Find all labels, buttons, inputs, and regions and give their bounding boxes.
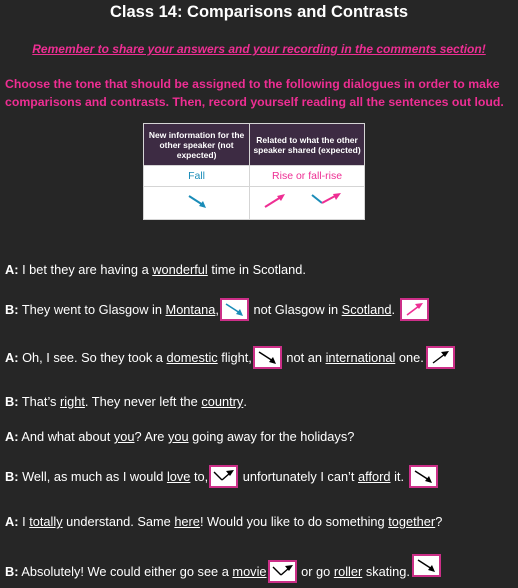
dialogue-line-8 — [5, 560, 442, 583]
stressed-word: Montana — [165, 302, 216, 317]
stressed-word: totally — [29, 514, 63, 529]
line-text: it. — [390, 469, 405, 484]
line-text: ? Are — [134, 429, 168, 444]
fall-arrow-icon — [411, 467, 436, 486]
speaker-label: A: — [5, 262, 19, 277]
tone-answer-box[interactable] — [253, 346, 282, 369]
line-text: . — [391, 302, 396, 317]
intonation-reference-table — [143, 123, 365, 220]
instructions-text: Choose the tone that should be assigned to the following dialogues in order to make comparisons and contrasts. Then, record yourself reading all the sentences out loud. — [5, 77, 504, 109]
fall-rise-arrow-icon — [211, 467, 236, 486]
line-text: one. — [395, 350, 424, 365]
line-text: time in Scotland. — [207, 262, 306, 277]
fall-arrow-icon — [182, 191, 212, 211]
line-text: I bet they are having a — [18, 262, 153, 277]
line-text: , — [215, 302, 219, 317]
speaker-label: B: — [5, 394, 19, 409]
header-new-information: New information for the other speaker (not expected) — [144, 124, 250, 166]
dialogue-line-2 — [5, 298, 430, 321]
stressed-word: together — [388, 514, 436, 529]
stressed-word: afford — [358, 469, 391, 484]
line-text: to, — [190, 469, 209, 484]
dialogue-line-6 — [5, 465, 439, 488]
line-text: Oh, I see. So they took a — [18, 350, 167, 365]
stressed-word: right — [60, 394, 85, 409]
tone-answer-box[interactable] — [268, 560, 297, 583]
line-text: They went to Glasgow in — [18, 302, 166, 317]
speaker-label: B: — [5, 469, 19, 484]
line-text: And what about — [18, 429, 114, 444]
line-text: . — [243, 394, 247, 409]
dialogue-line-7 — [5, 514, 442, 529]
speaker-label: A: — [5, 514, 19, 529]
stressed-word: roller — [333, 564, 363, 579]
speaker-label: A: — [5, 350, 19, 365]
line-text: Well, as much as I would — [18, 469, 167, 484]
stressed-word: domestic — [166, 350, 218, 365]
line-text: ! Would you like to do something — [199, 514, 389, 529]
header-related-information: Related to what the other speaker shared (expected) — [250, 124, 365, 166]
tone-answer-box[interactable] — [409, 465, 438, 488]
dialogue-line-5 — [5, 429, 354, 444]
stressed-word: country — [201, 394, 244, 409]
line-text: . They never left the — [84, 394, 202, 409]
reminder-link[interactable]: Remember to share your answers and your recording in the comments section! — [32, 42, 486, 56]
stressed-word: love — [166, 469, 191, 484]
fall-arrow-icon — [255, 348, 280, 367]
fall-arrow-icon — [222, 300, 247, 319]
watermark-logo — [436, 562, 514, 584]
dialogue-line-1 — [5, 262, 306, 277]
line-text: That’s — [18, 394, 61, 409]
line-text: or go — [297, 564, 334, 579]
tone-answer-box[interactable] — [400, 298, 429, 321]
stressed-word: you — [167, 429, 189, 444]
dialogue-line-4 — [5, 394, 247, 409]
line-text: not Glasgow in — [249, 302, 342, 317]
line-text: unfortunately I can’t — [239, 469, 359, 484]
tone-answer-box[interactable] — [220, 298, 249, 321]
line-text: ? — [435, 514, 443, 529]
rise-arrow-icon — [402, 300, 427, 319]
dialogue-line-3 — [5, 346, 456, 369]
line-text: understand. Same — [62, 514, 175, 529]
stressed-word: you — [113, 429, 135, 444]
fall-arrow-cell — [144, 187, 250, 220]
stressed-word: movie — [232, 564, 267, 579]
fall-rise-arrow-icon — [270, 562, 295, 581]
speaker-label: A: — [5, 429, 19, 444]
stressed-word: international — [325, 350, 396, 365]
tone-answer-box[interactable] — [209, 465, 238, 488]
line-text: skating. — [362, 564, 410, 579]
line-text: I — [18, 514, 30, 529]
page-title: Class 14: Comparisons and Contrasts — [110, 3, 408, 21]
stressed-word: Scotland — [341, 302, 392, 317]
rise-arrow-cell — [250, 187, 365, 220]
tone-answer-box[interactable] — [426, 346, 455, 369]
line-text: Absolutely! We could either go see a — [18, 564, 233, 579]
line-text: going away for the holidays? — [188, 429, 355, 444]
rise-and-fall-rise-arrow-icon — [257, 191, 357, 211]
fall-label: Fall — [144, 166, 250, 187]
stressed-word: here — [174, 514, 200, 529]
stressed-word: wonderful — [152, 262, 208, 277]
line-text: not an — [282, 350, 326, 365]
rise-arrow-icon — [428, 348, 453, 367]
speaker-label: B: — [5, 564, 19, 579]
rise-label: Rise or fall-rise — [250, 166, 365, 187]
line-text: flight, — [217, 350, 252, 365]
speaker-label: B: — [5, 302, 19, 317]
